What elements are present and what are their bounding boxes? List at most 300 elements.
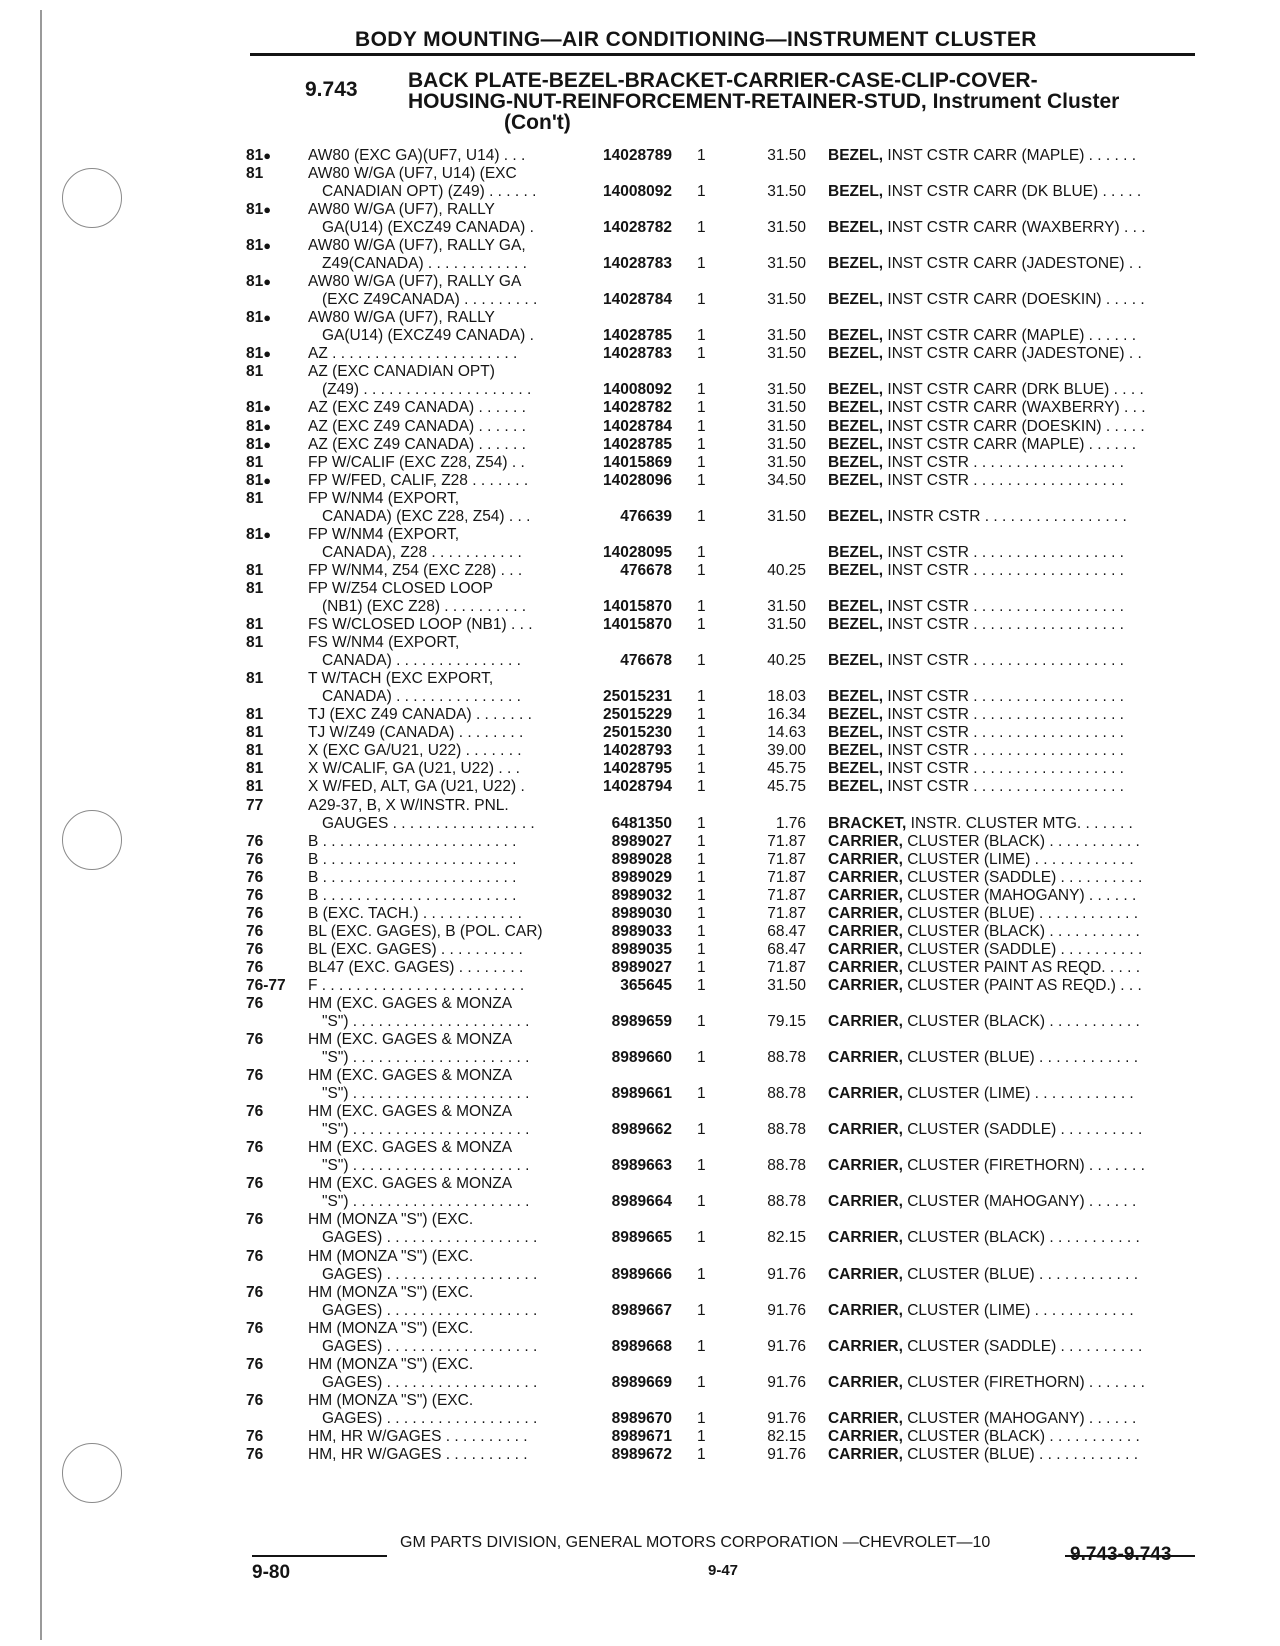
application-line: GA(U14) (EXCZ49 CANADA) . — [322, 327, 534, 345]
section-title-line-2-main: HOUSING-NUT-REINFORCEMENT-RETAINER-STUD, — [408, 90, 927, 113]
price: 31.50 — [767, 507, 806, 525]
parts-row — [0, 724, 1280, 742]
ref-number-value: 81 — [246, 634, 264, 652]
ref-number — [246, 778, 263, 796]
parts-row — [0, 742, 1280, 760]
quantity: 1 — [697, 742, 706, 760]
parts-row — [0, 797, 1280, 833]
part-number: 8989035 — [611, 940, 672, 958]
ref-number-value: 76 — [246, 1391, 264, 1409]
ref-number — [246, 1139, 263, 1157]
price: 14.63 — [767, 724, 806, 742]
ref-number-value: 76 — [246, 1427, 264, 1445]
part-name-noun: CARRIER, — [828, 1409, 903, 1427]
part-name — [828, 454, 1124, 472]
price: 91.76 — [767, 1265, 806, 1283]
ref-number-value: 81 — [246, 724, 264, 742]
application-line: (EXC Z49CANADA) . . . . . . . . . — [322, 291, 538, 309]
application-line: AW80 W/GA (UF7, U14) (EXC — [308, 165, 517, 183]
part-name — [828, 291, 1145, 309]
part-name — [828, 472, 1124, 490]
parts-row — [0, 887, 1280, 905]
ref-number — [246, 1175, 263, 1193]
ref-number-value: 81 — [246, 471, 264, 489]
part-name — [828, 147, 1136, 165]
part-name — [828, 760, 1124, 778]
parts-row — [0, 472, 1280, 490]
parts-row — [0, 778, 1280, 796]
parts-row — [0, 833, 1280, 851]
part-name-detail: INST CSTR . . . . . . . . . . . . . . . . . . — [883, 616, 1124, 634]
part-name-noun: CARRIER, — [828, 886, 903, 904]
parts-row — [0, 345, 1280, 363]
part-number: 8989667 — [611, 1301, 672, 1319]
part-name — [828, 183, 1141, 201]
quantity: 1 — [697, 381, 706, 399]
quantity: 1 — [697, 561, 706, 579]
price: 31.50 — [767, 219, 806, 237]
application-line: HM (EXC. GAGES & MONZA — [308, 1067, 513, 1085]
part-number: 8989664 — [611, 1193, 672, 1211]
part-name — [828, 436, 1136, 454]
quantity: 1 — [697, 868, 706, 886]
ref-number-value: 76 — [246, 1175, 264, 1193]
part-name-noun: CARRIER, — [828, 1445, 903, 1463]
price: 45.75 — [767, 778, 806, 796]
application-line: AZ (EXC Z49 CANADA) . . . . . . — [308, 399, 526, 417]
quantity: 1 — [697, 922, 706, 940]
footer-publisher: GM PARTS DIVISION, GENERAL MOTORS CORPORATION —CHEVROLET—10 — [400, 1534, 991, 1551]
quantity: 1 — [697, 958, 706, 976]
application-line: BL (EXC. GAGES) . . . . . . . . . . — [308, 940, 523, 958]
ref-number-value: 76 — [246, 1211, 264, 1229]
part-number: 8989665 — [611, 1229, 672, 1247]
price: 68.47 — [767, 940, 806, 958]
price: 40.25 — [767, 561, 806, 579]
application-line: FP W/NM4, Z54 (EXC Z28) . . . — [308, 561, 523, 579]
part-name-noun: CARRIER, — [828, 1373, 903, 1391]
application-line: AW80 W/GA (UF7), RALLY — [308, 309, 495, 327]
part-name-detail: CLUSTER (PAINT AS REQD.) . . . — [902, 977, 1142, 995]
part-name — [828, 1229, 1140, 1247]
parts-row — [0, 634, 1280, 670]
application-line: CANADA) . . . . . . . . . . . . . . . — [322, 652, 521, 670]
parts-row — [0, 941, 1280, 959]
part-name-detail: INST CSTR . . . . . . . . . . . . . . . . . . — [883, 652, 1124, 670]
ref-number-value: 76 — [246, 1067, 264, 1085]
part-number: 14028795 — [603, 760, 672, 778]
application-line: HM (MONZA "S") (EXC. — [308, 1211, 474, 1229]
ref-number-value: 81 — [246, 399, 264, 417]
part-name-noun: BEZEL, — [828, 147, 884, 164]
price: 71.87 — [767, 886, 806, 904]
quantity: 1 — [697, 1013, 706, 1031]
application-line: X (EXC GA/U21, U22) . . . . . . . — [308, 742, 522, 760]
ref-number-value: 81 — [246, 309, 264, 327]
parts-row — [0, 147, 1280, 165]
part-name-detail: INST CSTR CARR (DK BLUE) . . . . . — [883, 183, 1142, 201]
part-name-noun: BEZEL, — [828, 291, 884, 309]
quantity: 1 — [697, 1193, 706, 1211]
part-name-noun: CARRIER, — [828, 1337, 903, 1355]
quantity: 1 — [697, 327, 706, 345]
part-name — [828, 887, 1136, 905]
application-line: B (EXC. TACH.) . . . . . . . . . . . . — [308, 904, 522, 922]
part-name-detail: CLUSTER PAINT AS REQD. . . . . — [902, 958, 1141, 976]
part-name-noun: BRACKET, — [828, 814, 907, 832]
application-line: BL (EXC. GAGES), B (POL. CAR) — [308, 922, 543, 940]
price: 82.15 — [767, 1229, 806, 1247]
part-name-noun: CARRIER, — [828, 1193, 903, 1211]
application-line: CANADIAN OPT) (Z49) . . . . . . — [322, 183, 537, 201]
price: 34.50 — [767, 471, 806, 489]
ref-number-value: 81 — [246, 525, 264, 543]
price: 91.76 — [767, 1301, 806, 1319]
ref-number-value: 76 — [246, 886, 264, 904]
application-line: X W/FED, ALT, GA (U21, U22) . — [308, 778, 525, 796]
part-name-noun: CARRIER, — [828, 977, 903, 995]
quantity: 1 — [697, 1157, 706, 1175]
part-number: 8989666 — [611, 1265, 672, 1283]
ref-number — [246, 562, 263, 580]
ref-number-value: 76 — [246, 958, 264, 976]
price: 31.50 — [767, 291, 806, 309]
parts-row — [0, 1175, 1280, 1211]
price: 82.15 — [767, 1427, 806, 1445]
part-name — [828, 1302, 1134, 1320]
ref-number — [246, 1211, 263, 1229]
part-number: 8989668 — [611, 1337, 672, 1355]
application-line: GAGES) . . . . . . . . . . . . . . . . . . — [322, 1301, 538, 1319]
ref-number — [246, 797, 263, 815]
ref-number — [246, 923, 263, 941]
part-name-noun: CARRIER, — [828, 1427, 903, 1445]
application-line: AZ . . . . . . . . . . . . . . . . . . . . . . — [308, 345, 518, 363]
part-name — [828, 778, 1124, 796]
part-name — [828, 508, 1127, 526]
part-number: 8989033 — [611, 922, 672, 940]
part-number: 25015229 — [603, 706, 672, 724]
part-name — [828, 616, 1124, 634]
application-line: AW80 W/GA (UF7), RALLY — [308, 201, 495, 219]
part-name — [828, 1410, 1136, 1428]
price: 31.50 — [767, 616, 806, 634]
ref-number-value: 77 — [246, 796, 264, 814]
ref-number-value: 76 — [246, 1031, 264, 1049]
part-number: 365645 — [620, 977, 672, 995]
parts-row — [0, 1284, 1280, 1320]
ref-number-value: 81 — [246, 237, 264, 255]
part-name-noun: CARRIER, — [828, 940, 903, 958]
parts-row — [0, 454, 1280, 472]
application-line: HM (EXC. GAGES & MONZA — [308, 995, 513, 1013]
new-part-marker-icon: ● — [263, 346, 272, 362]
application-line: FP W/NM4 (EXPORT, — [308, 525, 460, 543]
part-name-noun: BEZEL, — [828, 327, 884, 345]
ref-number — [246, 1103, 263, 1121]
part-name — [828, 418, 1145, 436]
parts-row — [0, 273, 1280, 309]
part-name-noun: BEZEL, — [828, 435, 884, 453]
ref-number-value: 81 — [246, 760, 264, 778]
part-name-noun: CARRIER, — [828, 904, 903, 922]
application-line: HM, HR W/GAGES . . . . . . . . . . — [308, 1445, 528, 1463]
part-name-detail: INST CSTR CARR (DRK BLUE) . . . . — [883, 381, 1144, 399]
application-line: HM (MONZA "S") (EXC. — [308, 1319, 474, 1337]
quantity: 1 — [697, 1229, 706, 1247]
ref-number — [246, 851, 263, 869]
parts-row — [0, 1211, 1280, 1247]
part-name — [828, 327, 1136, 345]
application-line: AW80 (EXC GA)(UF7, U14) . . . — [308, 147, 526, 164]
part-name-detail: INST CSTR CARR (MAPLE) . . . . . . — [883, 147, 1137, 164]
parts-row — [0, 1356, 1280, 1392]
quantity: 1 — [697, 760, 706, 778]
price: 71.87 — [767, 904, 806, 922]
application-line: "S") . . . . . . . . . . . . . . . . . . . . . — [322, 1013, 530, 1031]
quantity: 1 — [697, 1301, 706, 1319]
application-line: (Z49) . . . . . . . . . . . . . . . . . . . . — [322, 381, 532, 399]
ref-number — [246, 724, 263, 742]
part-number: 14008092 — [603, 381, 672, 399]
new-part-marker-icon: ● — [263, 202, 272, 218]
new-part-marker-icon: ● — [263, 148, 272, 163]
price: 1.76 — [775, 814, 806, 832]
quantity: 1 — [697, 652, 706, 670]
ref-number — [246, 526, 271, 544]
parts-row — [0, 905, 1280, 923]
parts-row — [0, 1031, 1280, 1067]
part-name-noun: BEZEL, — [828, 255, 884, 273]
section-title-line-1: BACK PLATE-BEZEL-BRACKET-CARRIER-CASE-CLIP-COVER- — [408, 69, 1038, 92]
part-name-detail: INST CSTR CARR (DOESKIN) . . . . . — [883, 291, 1145, 309]
part-number: 14028794 — [603, 778, 672, 796]
section-title-suffix: Instrument Cluster — [926, 90, 1120, 113]
quantity: 1 — [697, 435, 706, 453]
part-name — [828, 1338, 1142, 1356]
new-part-marker-icon: ● — [263, 526, 272, 542]
price: 79.15 — [767, 1013, 806, 1031]
part-number: 476639 — [620, 507, 672, 525]
quantity: 1 — [697, 183, 706, 201]
part-name-detail: CLUSTER (FIRETHORN) . . . . . . . — [902, 1373, 1145, 1391]
application-line: HM (MONZA "S") (EXC. — [308, 1355, 474, 1373]
parts-row — [0, 760, 1280, 778]
quantity: 1 — [697, 778, 706, 796]
price: 71.87 — [767, 868, 806, 886]
quantity: 1 — [697, 1427, 706, 1445]
application-line: HM (EXC. GAGES & MONZA — [308, 1103, 513, 1121]
part-name-detail: CLUSTER (BLACK) . . . . . . . . . . . — [902, 1427, 1140, 1445]
part-name-detail: CLUSTER (BLACK) . . . . . . . . . . . — [902, 832, 1140, 850]
footer-date-code: 9-80 — [252, 1562, 291, 1583]
price: 88.78 — [767, 1085, 806, 1103]
part-number: 14028785 — [603, 327, 672, 345]
part-number: 8989662 — [611, 1121, 672, 1139]
part-name-noun: CARRIER, — [828, 1229, 903, 1247]
part-name-detail: INST CSTR . . . . . . . . . . . . . . . . . . — [883, 706, 1124, 724]
part-number: 14028784 — [603, 291, 672, 309]
part-name — [828, 1121, 1142, 1139]
application-line: B . . . . . . . . . . . . . . . . . . . . . . . — [308, 886, 517, 904]
part-name-detail: INST CSTR . . . . . . . . . . . . . . . . . . — [883, 688, 1124, 706]
ref-number — [246, 237, 271, 255]
application-line: GAGES) . . . . . . . . . . . . . . . . . . — [322, 1409, 538, 1427]
part-name-noun: BEZEL, — [828, 724, 884, 742]
part-name-detail: INST CSTR CARR (WAXBERRY) . . . — [883, 219, 1146, 237]
ref-number-value: 81 — [246, 778, 264, 796]
part-name — [828, 381, 1144, 399]
ref-number — [246, 959, 263, 977]
price: 88.78 — [767, 1049, 806, 1067]
part-name — [828, 1374, 1145, 1392]
part-number: 14028784 — [603, 417, 672, 435]
part-name-detail: CLUSTER (SADDLE) . . . . . . . . . . — [902, 1337, 1143, 1355]
parts-row — [0, 1248, 1280, 1284]
ref-number-value: 76 — [246, 904, 264, 922]
part-name-noun: CARRIER, — [828, 958, 903, 976]
ref-number-value: 81 — [246, 706, 264, 724]
ref-number — [246, 670, 263, 688]
quantity: 1 — [697, 886, 706, 904]
quantity: 1 — [697, 345, 706, 363]
application-line: CANADA) (EXC Z28, Z54) . . . — [322, 507, 531, 525]
part-name-noun: BEZEL, — [828, 742, 884, 760]
parts-row — [0, 490, 1280, 526]
application-line: HM (MONZA "S") (EXC. — [308, 1283, 474, 1301]
part-name — [828, 1446, 1138, 1464]
ref-number-value: 76-77 — [246, 977, 286, 995]
part-name-noun: BEZEL, — [828, 399, 884, 417]
ref-number — [246, 309, 271, 327]
application-line: GAGES) . . . . . . . . . . . . . . . . . . — [322, 1265, 538, 1283]
part-number: 8989032 — [611, 886, 672, 904]
quantity: 1 — [697, 1445, 706, 1463]
ref-number-value: 81 — [246, 579, 264, 597]
application-line: HM (EXC. GAGES & MONZA — [308, 1175, 513, 1193]
part-number: 8989670 — [611, 1409, 672, 1427]
part-name-detail: CLUSTER (BLUE) . . . . . . . . . . . . — [902, 1445, 1139, 1463]
part-number: 14028096 — [603, 471, 672, 489]
part-number: 8989663 — [611, 1157, 672, 1175]
part-name-detail: CLUSTER (MAHOGANY) . . . . . . — [902, 886, 1137, 904]
part-number: 14028783 — [603, 255, 672, 273]
quantity: 1 — [697, 399, 706, 417]
part-name — [828, 1049, 1138, 1067]
quantity: 1 — [697, 814, 706, 832]
quantity: 1 — [697, 471, 706, 489]
part-name — [828, 688, 1124, 706]
part-name — [828, 1013, 1140, 1031]
ref-number — [246, 1392, 263, 1410]
ref-number-value: 81 — [246, 165, 264, 183]
parts-row — [0, 562, 1280, 580]
application-line: CANADA), Z28 . . . . . . . . . . . — [322, 543, 522, 561]
ref-number — [246, 363, 263, 381]
ref-number — [246, 1356, 263, 1374]
part-name-detail: INST CSTR . . . . . . . . . . . . . . . . . . — [883, 543, 1124, 561]
parts-row — [0, 1428, 1280, 1446]
ref-number-value: 76 — [246, 1355, 264, 1373]
ref-number — [246, 977, 286, 995]
parts-row — [0, 418, 1280, 436]
part-number: 14028782 — [603, 219, 672, 237]
quantity: 1 — [697, 904, 706, 922]
parts-row — [0, 995, 1280, 1031]
ref-number — [246, 436, 271, 454]
application-line: "S") . . . . . . . . . . . . . . . . . . . . . — [322, 1049, 530, 1067]
application-line: HM (EXC. GAGES & MONZA — [308, 1031, 513, 1049]
application-line: FP W/CALIF (EXC Z28, Z54) . . — [308, 453, 525, 471]
part-name-detail: INST CSTR CARR (JADESTONE) . . — [883, 255, 1142, 273]
quantity: 1 — [697, 255, 706, 273]
quantity: 1 — [697, 507, 706, 525]
part-name — [828, 255, 1142, 273]
ref-number-value: 81 — [246, 616, 264, 634]
part-name — [828, 905, 1138, 923]
part-name — [828, 923, 1140, 941]
ref-number-value: 81 — [246, 742, 264, 760]
part-number: 8989027 — [611, 832, 672, 850]
part-number: 8989671 — [611, 1427, 672, 1445]
parts-row — [0, 165, 1280, 201]
ref-number-value: 81 — [246, 670, 264, 688]
part-name-detail: CLUSTER (SADDLE) . . . . . . . . . . — [902, 940, 1143, 958]
parts-row — [0, 237, 1280, 273]
application-line: AZ (EXC CANADIAN OPT) — [308, 363, 495, 381]
part-name-detail: INSTR CSTR . . . . . . . . . . . . . . . . . — [883, 507, 1127, 525]
part-name-detail: CLUSTER (FIRETHORN) . . . . . . . — [902, 1157, 1145, 1175]
part-number: 14028785 — [603, 435, 672, 453]
part-number: 14028793 — [603, 742, 672, 760]
new-part-marker-icon: ● — [263, 400, 272, 416]
part-name-noun: BEZEL, — [828, 706, 884, 724]
quantity: 1 — [697, 219, 706, 237]
part-name-detail: CLUSTER (SADDLE) . . . . . . . . . . — [902, 1121, 1143, 1139]
price: 31.50 — [767, 417, 806, 435]
ref-number — [246, 887, 263, 905]
ref-number-value: 76 — [246, 940, 264, 958]
quantity: 1 — [697, 724, 706, 742]
application-line: T W/TACH (EXC EXPORT, — [308, 670, 494, 688]
part-name-noun: BEZEL, — [828, 417, 884, 435]
part-name — [828, 1085, 1134, 1103]
application-line: AW80 W/GA (UF7), RALLY GA, — [308, 237, 526, 255]
price: 31.50 — [767, 453, 806, 471]
ref-number-value: 81 — [246, 417, 264, 435]
part-name — [828, 1266, 1138, 1284]
part-name-noun: CARRIER, — [828, 850, 903, 868]
price: 91.76 — [767, 1373, 806, 1391]
part-name-noun: CARRIER, — [828, 1085, 903, 1103]
parts-row — [0, 869, 1280, 887]
ref-number — [246, 1428, 263, 1446]
part-number: 6481350 — [611, 814, 672, 832]
parts-row — [0, 959, 1280, 977]
application-line: (NB1) (EXC Z28) . . . . . . . . . . — [322, 597, 527, 615]
part-name-noun: CARRIER, — [828, 868, 903, 886]
part-name-noun: CARRIER, — [828, 1013, 903, 1031]
ref-number — [246, 833, 263, 851]
part-name — [828, 941, 1142, 959]
price: 31.50 — [767, 255, 806, 273]
part-number: 8989028 — [611, 850, 672, 868]
ref-number-value: 76 — [246, 1139, 264, 1157]
parts-row — [0, 851, 1280, 869]
quantity: 1 — [697, 706, 706, 724]
ref-number — [246, 1067, 263, 1085]
part-name-noun: BEZEL, — [828, 453, 884, 471]
